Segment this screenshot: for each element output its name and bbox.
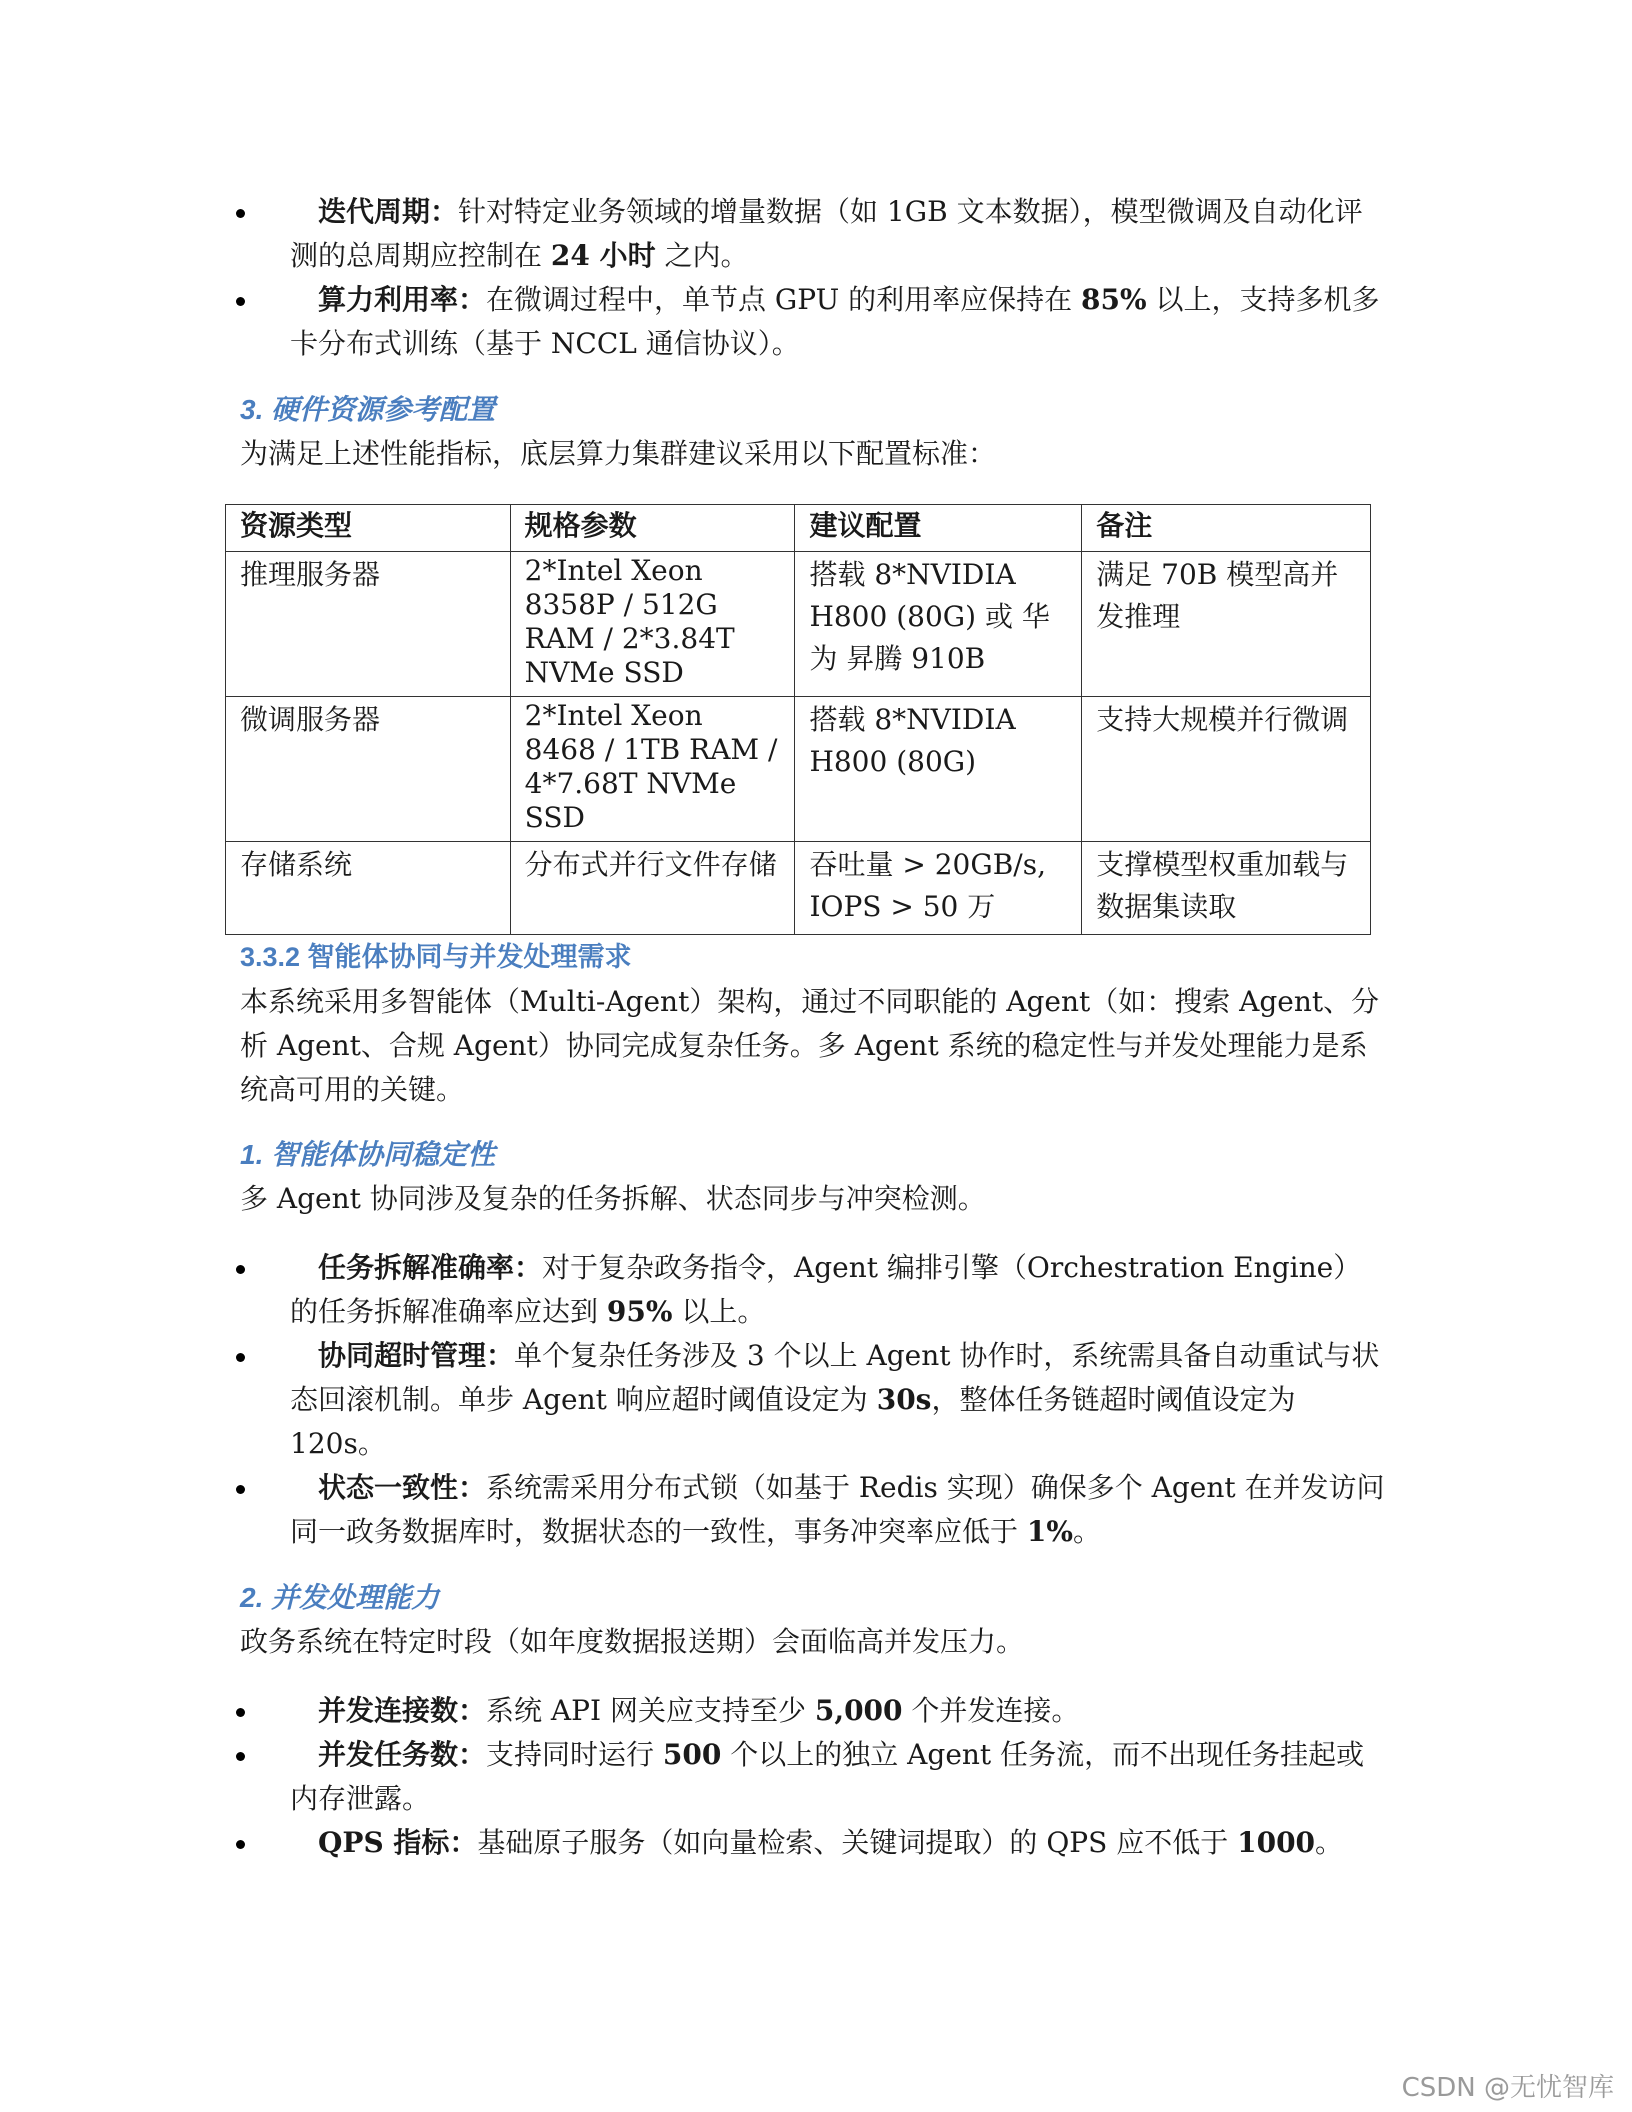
bullet-bold-value: 85%: [1081, 283, 1147, 316]
table-row: [226, 552, 1371, 697]
bullet-label: 状态一致性：: [318, 1471, 487, 1504]
bullet-bold-value: 5,000: [814, 1694, 903, 1727]
bullet-text-end: 以上，支持多机多卡分布式训练（基于 NCCL 通信协议）。: [290, 283, 1380, 360]
table-header-cell: 建议配置: [795, 505, 1082, 552]
bullet-bold-value: 1%: [1026, 1515, 1073, 1548]
table-header-row: [226, 505, 1371, 552]
bullet-text-end: 。: [1073, 1515, 1102, 1548]
table-cell-type: 微调服务器: [226, 697, 511, 842]
bullet-dot: [236, 209, 245, 218]
bullet-text-end: 以上。: [672, 1295, 766, 1328]
bullet-text: 基础原子服务（如向量检索、关键词提取）的 QPS 应不低于: [477, 1826, 1238, 1859]
bullet-text: 单个复杂任务涉及 3 个以上 Agent 协作时，系统需具备自动重试与状态回滚机制。单步 Agent 响应超时阈值设定为: [290, 1339, 1380, 1416]
table-row: [226, 842, 1371, 935]
bullet-bold-value: 95%: [606, 1295, 673, 1328]
section-heading-stability: 1. 智能体协同稳定性: [240, 1139, 496, 1170]
bullet-dot: [236, 1353, 245, 1362]
bullet-dot: [236, 1752, 245, 1761]
table-cell-note: 支持大规模并行微调: [1082, 697, 1371, 842]
bullet-text: 系统需采用分布式锁（如基于 Redis 实现）确保多个 Agent 在并发访问同一政务数据库时，数据状态的一致性，事务冲突率应低于: [290, 1471, 1385, 1548]
bullet-label: 并发连接数：: [318, 1694, 487, 1727]
bullet-text-end: 。: [1315, 1826, 1344, 1859]
bullet-text-end: 之内。: [655, 239, 749, 272]
bullet-text-end: ，整体任务链超时阈值设定为 120s。: [290, 1383, 1296, 1460]
bullet-dot: [236, 297, 245, 306]
list-item: [236, 1334, 1386, 1466]
section-intro-concurrency: 政务系统在特定时段（如年度数据报送期）会面临高并发压力。: [240, 1625, 1025, 1658]
bullet-text: 系统 API 网关应支持至少: [486, 1694, 815, 1727]
section-heading-hardware: 3. 硬件资源参考配置: [240, 394, 496, 425]
bullet-dot: [236, 1708, 245, 1717]
bullet-label: 迭代周期：: [318, 195, 459, 228]
bullet-label: 协同超时管理：: [318, 1339, 515, 1372]
table-cell-type: 存储系统: [226, 842, 511, 935]
table-header-cell: 备注: [1082, 505, 1371, 552]
list-item: [236, 1689, 1386, 1733]
section-heading-concurrency: 2. 并发处理能力: [240, 1582, 440, 1613]
bullet-bold-value: 500: [662, 1738, 722, 1771]
bullet-text: 在微调过程中，单节点 GPU 的利用率应保持在: [486, 283, 1082, 316]
table-cell-spec: 分布式并行文件存储: [510, 842, 795, 935]
bullet-text: 对于复杂政务指令，Agent 编排引擎（Orchestration Engine）的任务拆解准确率应达到: [290, 1251, 1362, 1328]
table-cell-config: 搭载 8*NVIDIA H800 (80G): [795, 697, 1082, 842]
bullet-list-stability: [236, 1246, 1386, 1554]
bullet-bold-value: 24 小时: [550, 239, 656, 272]
table-cell-note: 满足 70B 模型高并发推理: [1082, 552, 1371, 697]
bullet-text: 针对特定业务领域的增量数据（如 1GB 文本数据），模型微调及自动化评测的总周期应控制在: [290, 195, 1363, 272]
bullet-label: 并发任务数：: [318, 1738, 487, 1771]
bullet-bold-value: 1000: [1237, 1826, 1316, 1859]
list-item: [236, 1466, 1386, 1554]
list-item: [236, 1821, 1386, 1865]
list-item: [236, 278, 1386, 366]
table-header-cell: 规格参数: [510, 505, 795, 552]
bullet-label: 算力利用率：: [318, 283, 487, 316]
section-intro-332: 本系统采用多智能体（Multi-Agent）架构，通过不同职能的 Agent（如：搜索 Agent、分析 Agent、合规 Agent）协同完成复杂任务。多 Agent 系统的稳定性与并发处理能力是系统高可用的关键。: [240, 985, 1380, 1106]
table-cell-config: 吞吐量 > 20GB/s, IOPS > 50 万: [795, 842, 1082, 935]
hardware-config-table: [225, 504, 1371, 935]
bullet-text-end: 个并发连接。: [902, 1694, 1080, 1727]
watermark: CSDN @无忧智库: [1401, 2073, 1614, 2103]
section-heading-332: 3.3.2 智能体协同与并发处理需求: [240, 942, 632, 972]
bullet-text: 支持同时运行: [486, 1738, 663, 1771]
table-cell-config: 搭载 8*NVIDIA H800 (80G) 或 华为 昇腾 910B: [795, 552, 1082, 697]
section-intro-stability: 多 Agent 协同涉及复杂的任务拆解、状态同步与冲突检测。: [240, 1182, 986, 1215]
table-cell-spec: 2*Intel Xeon 8358P / 512G RAM / 2*3.84T NVMe SSD: [510, 552, 795, 697]
list-item: [236, 1246, 1386, 1334]
bullet-dot: [236, 1840, 245, 1849]
bullet-list-top: [236, 190, 1386, 366]
bullet-list-concurrency: [236, 1689, 1386, 1865]
table-cell-note: 支撑模型权重加载与数据集读取: [1082, 842, 1371, 935]
bullet-label: 任务拆解准确率：: [318, 1251, 543, 1284]
bullet-label: QPS 指标：: [318, 1826, 478, 1859]
section-intro-hardware: 为满足上述性能指标，底层算力集群建议采用以下配置标准：: [240, 437, 997, 470]
bullet-dot: [236, 1485, 245, 1494]
bullet-dot: [236, 1265, 245, 1274]
table-cell-spec: 2*Intel Xeon 8468 / 1TB RAM / 4*7.68T NVMe SSD: [510, 697, 795, 842]
table-row: [226, 697, 1371, 842]
list-item: [236, 1733, 1386, 1821]
table-header-cell: 资源类型: [226, 505, 511, 552]
bullet-text-end: 个以上的独立 Agent 任务流，而不出现任务挂起或内存泄露。: [290, 1738, 1365, 1815]
list-item: [236, 190, 1386, 278]
table-cell-type: 推理服务器: [226, 552, 511, 697]
bullet-bold-value: 30s: [876, 1383, 932, 1416]
